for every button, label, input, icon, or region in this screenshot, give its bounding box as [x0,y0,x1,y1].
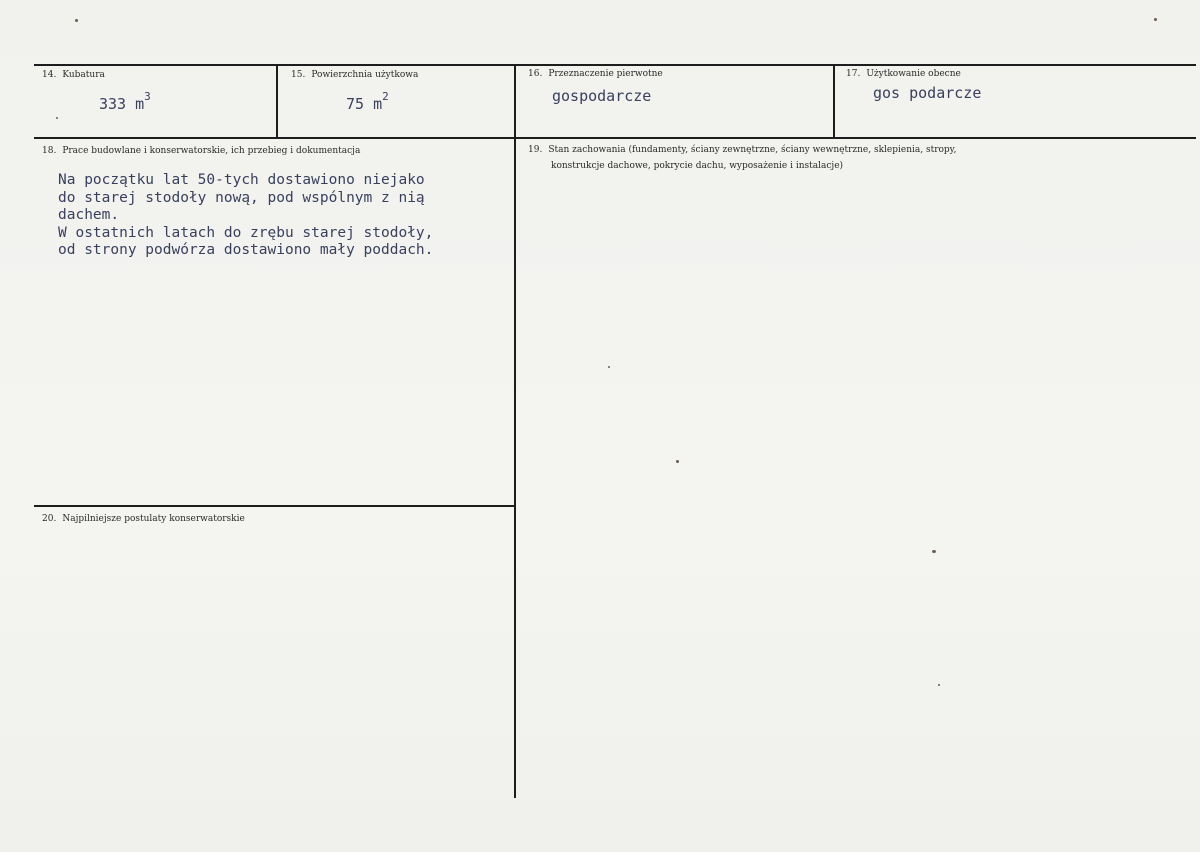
scan-speck [75,19,78,22]
field-18-text [58,172,433,260]
field-18-line: do starej stodoły nową, pod wspólnym z nią [58,189,425,206]
field-18-label: 18. Prace budowlane i konserwatorskie, ich przebieg i dokumentacja [42,146,361,156]
field-18-line: W ostatnich latach do zrębu starej stodoły, [58,224,434,241]
field-15-label: 15. Powierzchnia użytkowa [291,70,419,80]
divider-16-17 [833,64,835,138]
scan-speck [676,460,679,463]
scan-speck [932,550,936,553]
field-17-value: gos podarcze [873,84,982,102]
field-14-label: 14. Kubatura [42,70,105,80]
scan-speck [608,366,610,368]
divider-14-15 [276,64,278,138]
field-16-label: 16. Przeznaczenie pierwotne [528,69,663,79]
field-15-value: 75 $m^2$ [346,90,389,113]
field-18-line: Na początku lat 50-tych dostawiono niejako [58,172,425,188]
field-17-label: 17. Użytkowanie obecne [846,69,961,79]
section-20-rule [34,505,515,507]
middle-rule [34,137,1196,139]
scan-speck [938,684,940,686]
divider-15-16 [514,64,516,798]
field-18-line: dachem. [58,207,120,223]
field-14-value: 333 $m^3$ [99,90,151,113]
field-19-label: 19. Stan zachowania (fundamenty, ściany zewnętrzne, ściany wewnętrzne, sklepienia, stropy, [528,145,957,155]
scan-speck [56,117,58,119]
scan-speck [1154,18,1157,21]
field-18-line: od strony podwórza dostawiono mały poddach. [58,242,434,258]
field-20-label: 20. Najpilniejsze postulaty konserwatorskie [42,514,245,524]
field-19-label-continued: konstrukcje dachowe, pokrycie dachu, wyposażenie i instalacje) [551,161,844,171]
field-16-value: gospodarcze [552,87,652,105]
